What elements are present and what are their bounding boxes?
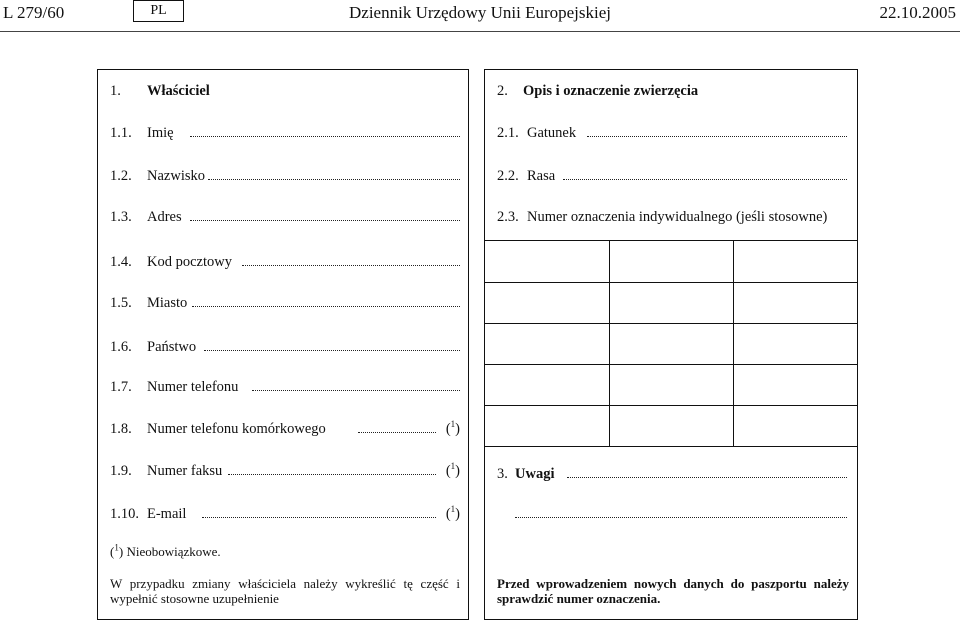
fill-line (208, 179, 460, 180)
remarks-field[interactable]: 3. Uwagi (497, 466, 847, 482)
id-grid-cell[interactable] (485, 240, 609, 282)
id-grid-cell[interactable] (609, 405, 733, 446)
header-rule (0, 31, 960, 32)
id-grid-cell[interactable] (733, 282, 857, 323)
id-grid-cell[interactable] (733, 240, 857, 282)
id-grid-cell[interactable] (485, 364, 609, 405)
passport-warning: Przed wprowadzeniem nowych danych do paszportu należy sprawdzić numer oznaczenia. (497, 576, 849, 606)
id-number-grid (485, 240, 857, 447)
remarks-extra-line[interactable] (497, 506, 847, 522)
fill-line (242, 265, 460, 266)
id-grid-cell[interactable] (485, 282, 609, 323)
fill-line (252, 390, 460, 391)
fill-line (202, 517, 436, 518)
footnote: ($^1$) Nieobowiązkowe. (110, 542, 221, 559)
owner-field-mobile[interactable]: 1.8. Numer telefonu komórkowego ($^1$) (110, 419, 460, 437)
optional-marker: ($^1$) (445, 504, 460, 522)
animal-field-id-number[interactable]: 2.3. Numer oznaczenia indywidualnego (jeśli stosowne) (497, 209, 828, 225)
owner-field-email[interactable]: 1.10. E-mail ($^1$) (110, 504, 460, 522)
owner-field-postal-code[interactable]: 1.4. Kod pocztowy (110, 254, 460, 270)
id-grid-cell[interactable] (609, 323, 733, 364)
animal-field-breed[interactable]: 2.2. Rasa (497, 168, 847, 184)
id-grid-cell[interactable] (485, 405, 609, 446)
owner-field-address[interactable]: 1.3. Adres (110, 209, 460, 225)
optional-marker: ($^1$) (445, 419, 460, 437)
fill-line (228, 474, 436, 475)
optional-marker: ($^1$) (445, 461, 460, 479)
id-grid-cell[interactable] (733, 323, 857, 364)
fill-line (515, 517, 847, 518)
fill-line (563, 179, 847, 180)
owner-change-note: W przypadku zmiany właściciela należy wykreślić tę część i wypełnić stosowne uzupełnienie (110, 576, 460, 606)
fill-line (567, 477, 847, 478)
owner-field-fax[interactable]: 1.9. Numer faksu ($^1$) (110, 461, 460, 479)
id-grid-cell[interactable] (609, 240, 733, 282)
fill-line (190, 136, 460, 137)
owner-panel (97, 69, 469, 620)
owner-section-title: 1. Właściciel (110, 83, 210, 99)
owner-field-first-name[interactable]: 1.1. Imię (110, 125, 460, 141)
owner-field-city[interactable]: 1.5. Miasto (110, 295, 460, 311)
fill-line (358, 432, 436, 433)
id-grid-cell[interactable] (733, 405, 857, 446)
fill-line (190, 220, 460, 221)
id-grid-cell[interactable] (485, 323, 609, 364)
fill-line (587, 136, 847, 137)
language-badge: PL (133, 0, 184, 22)
id-grid-cell[interactable] (609, 364, 733, 405)
journal-title: Dziennik Urzędowy Unii Europejskiej (349, 3, 612, 22)
page-reference: L 279/60 (3, 3, 65, 22)
animal-panel (484, 69, 858, 620)
animal-field-species[interactable]: 2.1. Gatunek (497, 125, 847, 141)
animal-section-title: 2. Opis i oznaczenie zwierzęcia (497, 83, 699, 99)
owner-field-phone[interactable]: 1.7. Numer telefonu (110, 379, 460, 395)
fill-line (204, 350, 460, 351)
owner-field-country[interactable]: 1.6. Państwo (110, 339, 460, 355)
publication-date: 22.10.2005 (879, 3, 956, 22)
id-grid-cell[interactable] (733, 364, 857, 405)
id-grid-cell[interactable] (609, 282, 733, 323)
owner-field-last-name[interactable]: 1.2. Nazwisko (110, 168, 460, 184)
fill-line (192, 306, 460, 307)
